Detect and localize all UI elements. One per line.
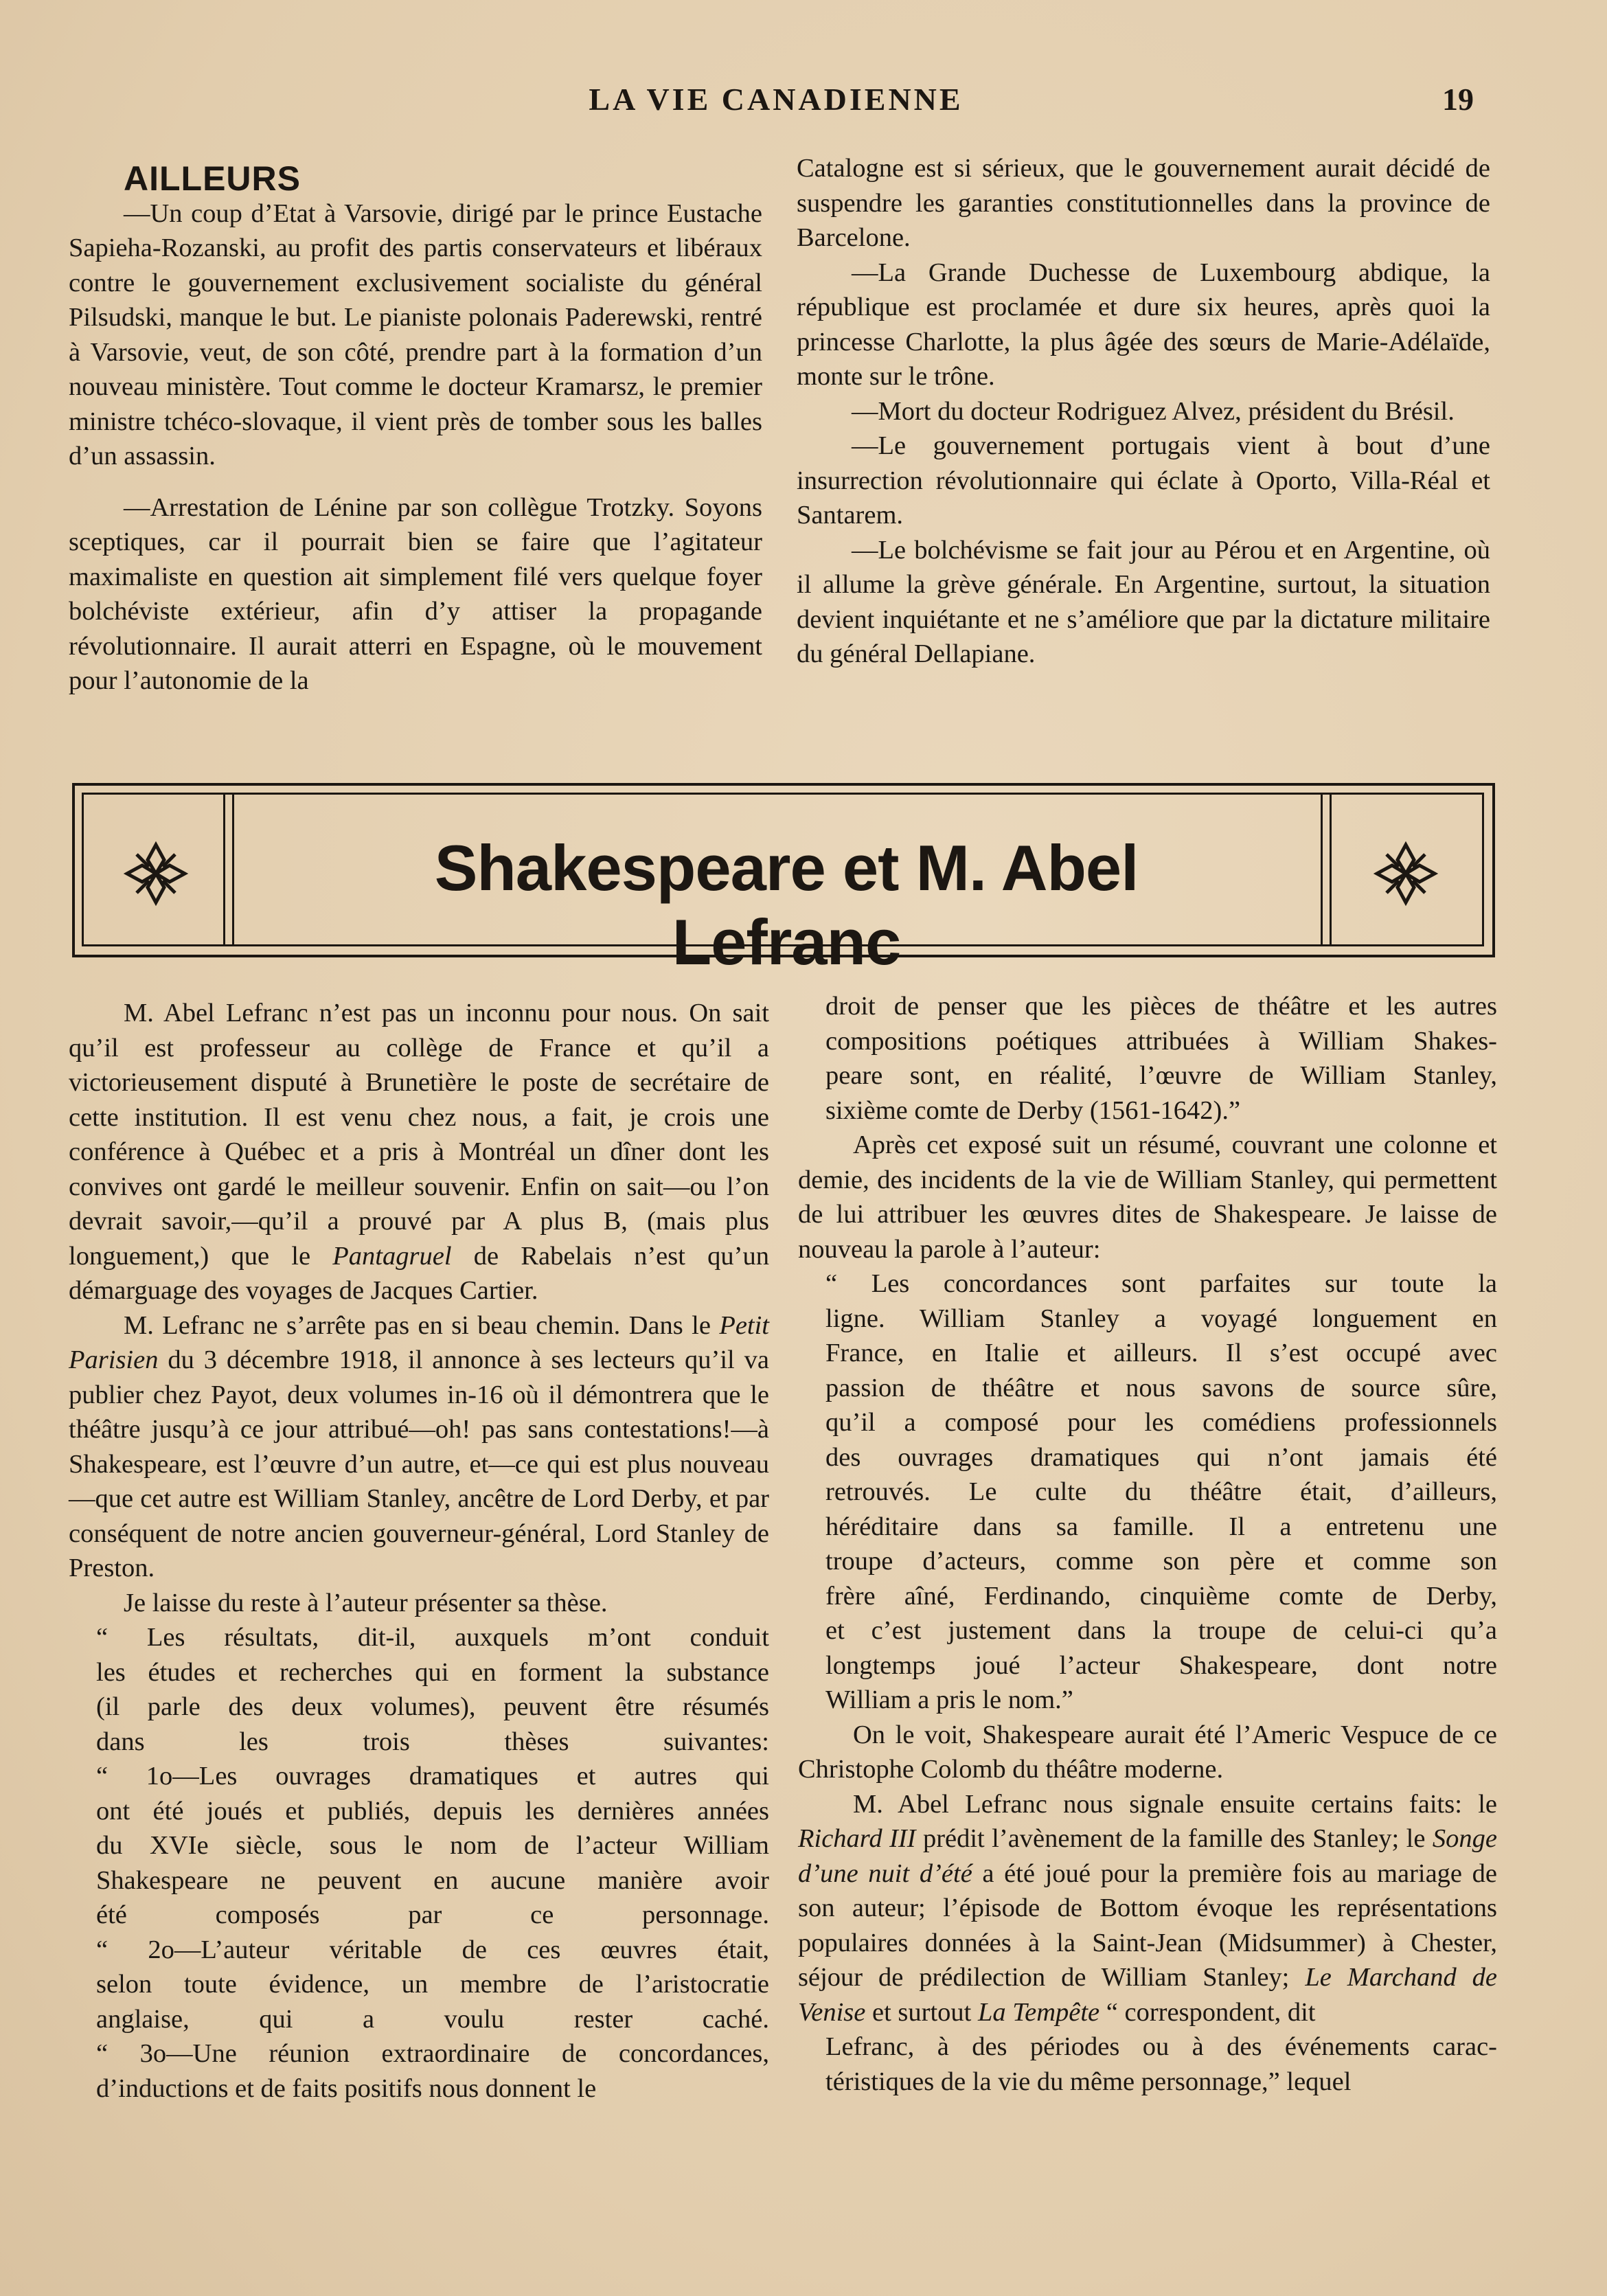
running-title: LA VIE CANADIENNE <box>589 82 964 117</box>
quote-line: sixième comte de Derby (1561-1642).” <box>825 1095 1241 1125</box>
quote-line: “ 1o—Les ouvrages dramatiques et autres qui <box>96 1762 769 1791</box>
quote-line: compositions poétiques attribuées à William Shakes- <box>825 1026 1497 1056</box>
text-run: M. Abel Lefranc nous signale ensuite certains faits: le <box>853 1789 1497 1819</box>
paragraph: —La Grande Duchesse de Luxembourg abdique, la république est proclamée et dure six heures, après quoi la princesse Charlotte, la plus âgée des sœurs de Marie-Adélaïde, monte sur le trône. <box>797 258 1490 391</box>
quote-line: (il parle des deux volumes), peuvent être résumés <box>96 1692 769 1721</box>
quote-line: été composés par ce personnage. <box>96 1900 769 1929</box>
italic-title: Pantagruel <box>332 1241 452 1271</box>
paragraph: Catalogne est si sérieux, que le gouvernement aurait décidé de suspendre les garanties constitutionnelles dans la province de Barcelone. <box>797 154 1490 252</box>
text-run: M. Lefranc ne s’arrête pas en si beau chemin. Dans le <box>124 1310 711 1340</box>
quote-line: téristiques de la vie du même personnage,” lequel <box>825 2067 1352 2096</box>
paragraph <box>798 1787 1497 2030</box>
paragraph: Après cet exposé suit un résumé, couvrant une colonne et demie, des incidents de la vie de William Stanley, qui permettent de lui attribuer les œuvres dites de Shakespeare. Je laisse de nouveau la parole à l’auteur: <box>798 1130 1497 1264</box>
quote-line: troupe d’acteurs, comme son père et comme son <box>825 1547 1497 1576</box>
ailleurs-left-column <box>69 161 762 698</box>
article-title-banner <box>72 783 1494 978</box>
text-run: et surtout <box>871 1997 972 2027</box>
text-run: M. Abel Lefranc n’est pas un inconnu pour nous. On sait qu’il est professeur au collège de France et qu’il a victorieusement disputé à Brunetière le poste de secrétaire de cette institution. Il est venu chez nous, a fait, je crois une conférence à Québec et a pris à Montréal un dîner dont les convives ont gardé le meilleur souvenir. Enfin on sait—ou l’on devrait savoir,—qu’il a prouvé par A plus B, (mais plus longuement,) que le <box>69 999 769 1271</box>
quote-line: France, en Italie et ailleurs. Il s’est occupé avec <box>825 1339 1497 1367</box>
quote-line: peare sont, en réalité, l’œuvre de William Stanley, <box>825 1061 1497 1090</box>
section-heading-ailleurs: AILLEURS <box>124 159 301 198</box>
quoted-passage <box>798 1266 1497 1718</box>
ornament-right-icon <box>1371 839 1440 908</box>
quote-line: Shakespeare ne peuvent en aucune manière avoir <box>96 1865 769 1895</box>
paragraph <box>69 1308 769 1586</box>
quote-line: frère aîné, Ferdinando, cinquième comte de Derby, <box>825 1581 1497 1611</box>
paragraph: On le voit, Shakespeare aurait été l’Americ Vespuce de ce Christophe Colomb du théâtre moderne. <box>798 1720 1497 1784</box>
italic-title: Richard III <box>798 1824 916 1853</box>
italic-title: Le Marchand de Venise <box>798 1963 1497 2027</box>
quote-line: anglaise, qui a voulu rester caché. <box>96 2004 769 2034</box>
quote-line: “ 3o—Une réunion extraordinaire de concordances, <box>96 2039 769 2068</box>
article-title: Shakespeare et M. Abel Lefranc <box>434 832 1139 978</box>
text-run: prédit l’avènement de la famille des Stanley; le <box>922 1824 1426 1853</box>
quote-line: selon toute évidence, un membre de l’aristocratie <box>96 1970 769 1999</box>
quoted-passage <box>798 989 1497 1128</box>
quote-line: “ Les résultats, dit-il, auxquels m’ont conduit <box>96 1623 769 1652</box>
quote-line: “ 2o—L’auteur véritable de ces œuvres était, <box>96 1935 769 1964</box>
quote-line: retrouvés. Le culte du théâtre était, d’ailleurs, <box>825 1477 1497 1506</box>
paragraph: —Mort du docteur Rodriguez Alvez, président du Brésil. <box>852 396 1455 426</box>
quote-line: “ Les concordances sont parfaites sur toute la <box>825 1269 1497 1298</box>
page-number: 19 <box>1442 82 1474 117</box>
quote-line: droit de penser que les pièces de théâtre et les autres <box>825 992 1497 1021</box>
quote-line: et c’est justement dans la troupe de celui-ci qu’a <box>825 1616 1497 1645</box>
quote-line: qu’il a composé pour les comédiens professionnels <box>825 1408 1497 1437</box>
italic-title: Petit Parisien <box>69 1310 770 1374</box>
paragraph: —Le gouvernement portugais vient à bout d’une insurrection révolutionnaire qui éclate à Oporto, Villa-Réal et Santarem. <box>797 431 1490 530</box>
banner-divider-right <box>1321 793 1332 944</box>
quote-line: des ouvrages dramatiques qui n’ont jamais été <box>825 1442 1497 1472</box>
quote-line: dans les trois thèses suivantes: <box>96 1727 769 1756</box>
paragraph: —Arrestation de Lénine par son collègue Trotzky. Soyons sceptiques, car il pourrait bien se faire que l’agitateur maximaliste en question ait simplement filé vers quelque foyer bolchéviste extérieur, afin d’y attiser la propagande révolutionnaire. Il aurait atterri en Espagne, où le mouvement pour l’autonomie de la <box>69 492 762 695</box>
quoted-passage <box>798 2030 1497 2099</box>
quote-line: du XVIe siècle, sous le nom de l’acteur William <box>96 1831 769 1860</box>
text-run: a été joué pour la première fois au mariage de son auteur; l’épisode de Bottom évoque les représentations populaires données à la Saint-Jean (Midsummer) à Chester, séjour de prédilection de William Stanley; <box>798 1859 1497 1992</box>
banner-divider-left <box>223 793 234 944</box>
article-right-column <box>798 989 1497 2099</box>
italic-title: Songe d’une nuit d’été <box>798 1824 1497 1888</box>
text-run: du 3 décembre 1918, il annonce à ses lecteurs qu’il va publier chez Payot, deux volumes in-16 où il démontrera que le théâtre jusqu’à ce jour attribué—oh! pas sans contestations!—à Shakespeare, est l’œuvre d’un autre, et—ce qui est plus nouveau—que cet autre est William Stanley, ancêtre de Lord Derby, et par conséquent de notre ancien gouverneur-général, Lord Stanley de Preston. <box>69 1345 769 1582</box>
quote-line: William a pris le nom.” <box>825 1685 1073 1714</box>
text-run: de Rabelais n’est qu’un démarguage des voyages de Jacques Cartier. <box>69 1241 769 1305</box>
quoted-passage <box>69 1620 769 2106</box>
quote-line: ont été joués et publiés, depuis les dernières années <box>96 1796 769 1826</box>
quote-line: les études et recherches qui en forment la substance <box>96 1657 769 1687</box>
quote-line: ligne. William Stanley a voyagé longuement en <box>825 1304 1497 1333</box>
quote-line: passion de théâtre et nous savons de source sûre, <box>825 1373 1497 1402</box>
quote-line: longtemps joué l’acteur Shakespeare, dont notre <box>825 1650 1497 1680</box>
quote-line: Lefranc, à des périodes ou à des événements carac- <box>825 2032 1497 2061</box>
paragraph: —Un coup d’Etat à Varsovie, dirigé par le prince Eustache Sapieha-Rozanski, au profit des partis conservateurs et libéraux contre le gouvernement exclusivement socialiste du général Pilsudski, manque le but. Le pianiste polonais Paderewski, rentré à Varsovie, veut, de son côté, prendre part à la formation d’un nouveau ministère. Tout comme le docteur Kramarsz, le premier ministre tchéco-slovaque, il vient près de tomber sous les balles d’un assassin. <box>69 198 762 470</box>
text-run: “ correspondent, dit <box>1106 1997 1316 2027</box>
paragraph: Je laisse du reste à l’auteur présenter sa thèse. <box>124 1588 608 1617</box>
paragraph: —Le bolchévisme se fait jour au Pérou et en Argentine, où il allume la grève générale. En Argentine, surtout, la situation devient inquiétante et ne s’améliore que par la dictature militaire du général Dellapiane. <box>797 535 1490 668</box>
ornament-left-icon <box>122 839 190 908</box>
italic-title: La Tempête <box>977 1997 1100 2027</box>
paragraph <box>69 996 769 1308</box>
ailleurs-right-column <box>797 151 1490 672</box>
article-left-column <box>69 996 769 2106</box>
quote-line: d’inductions et de faits positifs nous donnent le <box>96 2073 597 2103</box>
quote-line: héréditaire dans sa famille. Il a entretenu une <box>825 1512 1497 1541</box>
